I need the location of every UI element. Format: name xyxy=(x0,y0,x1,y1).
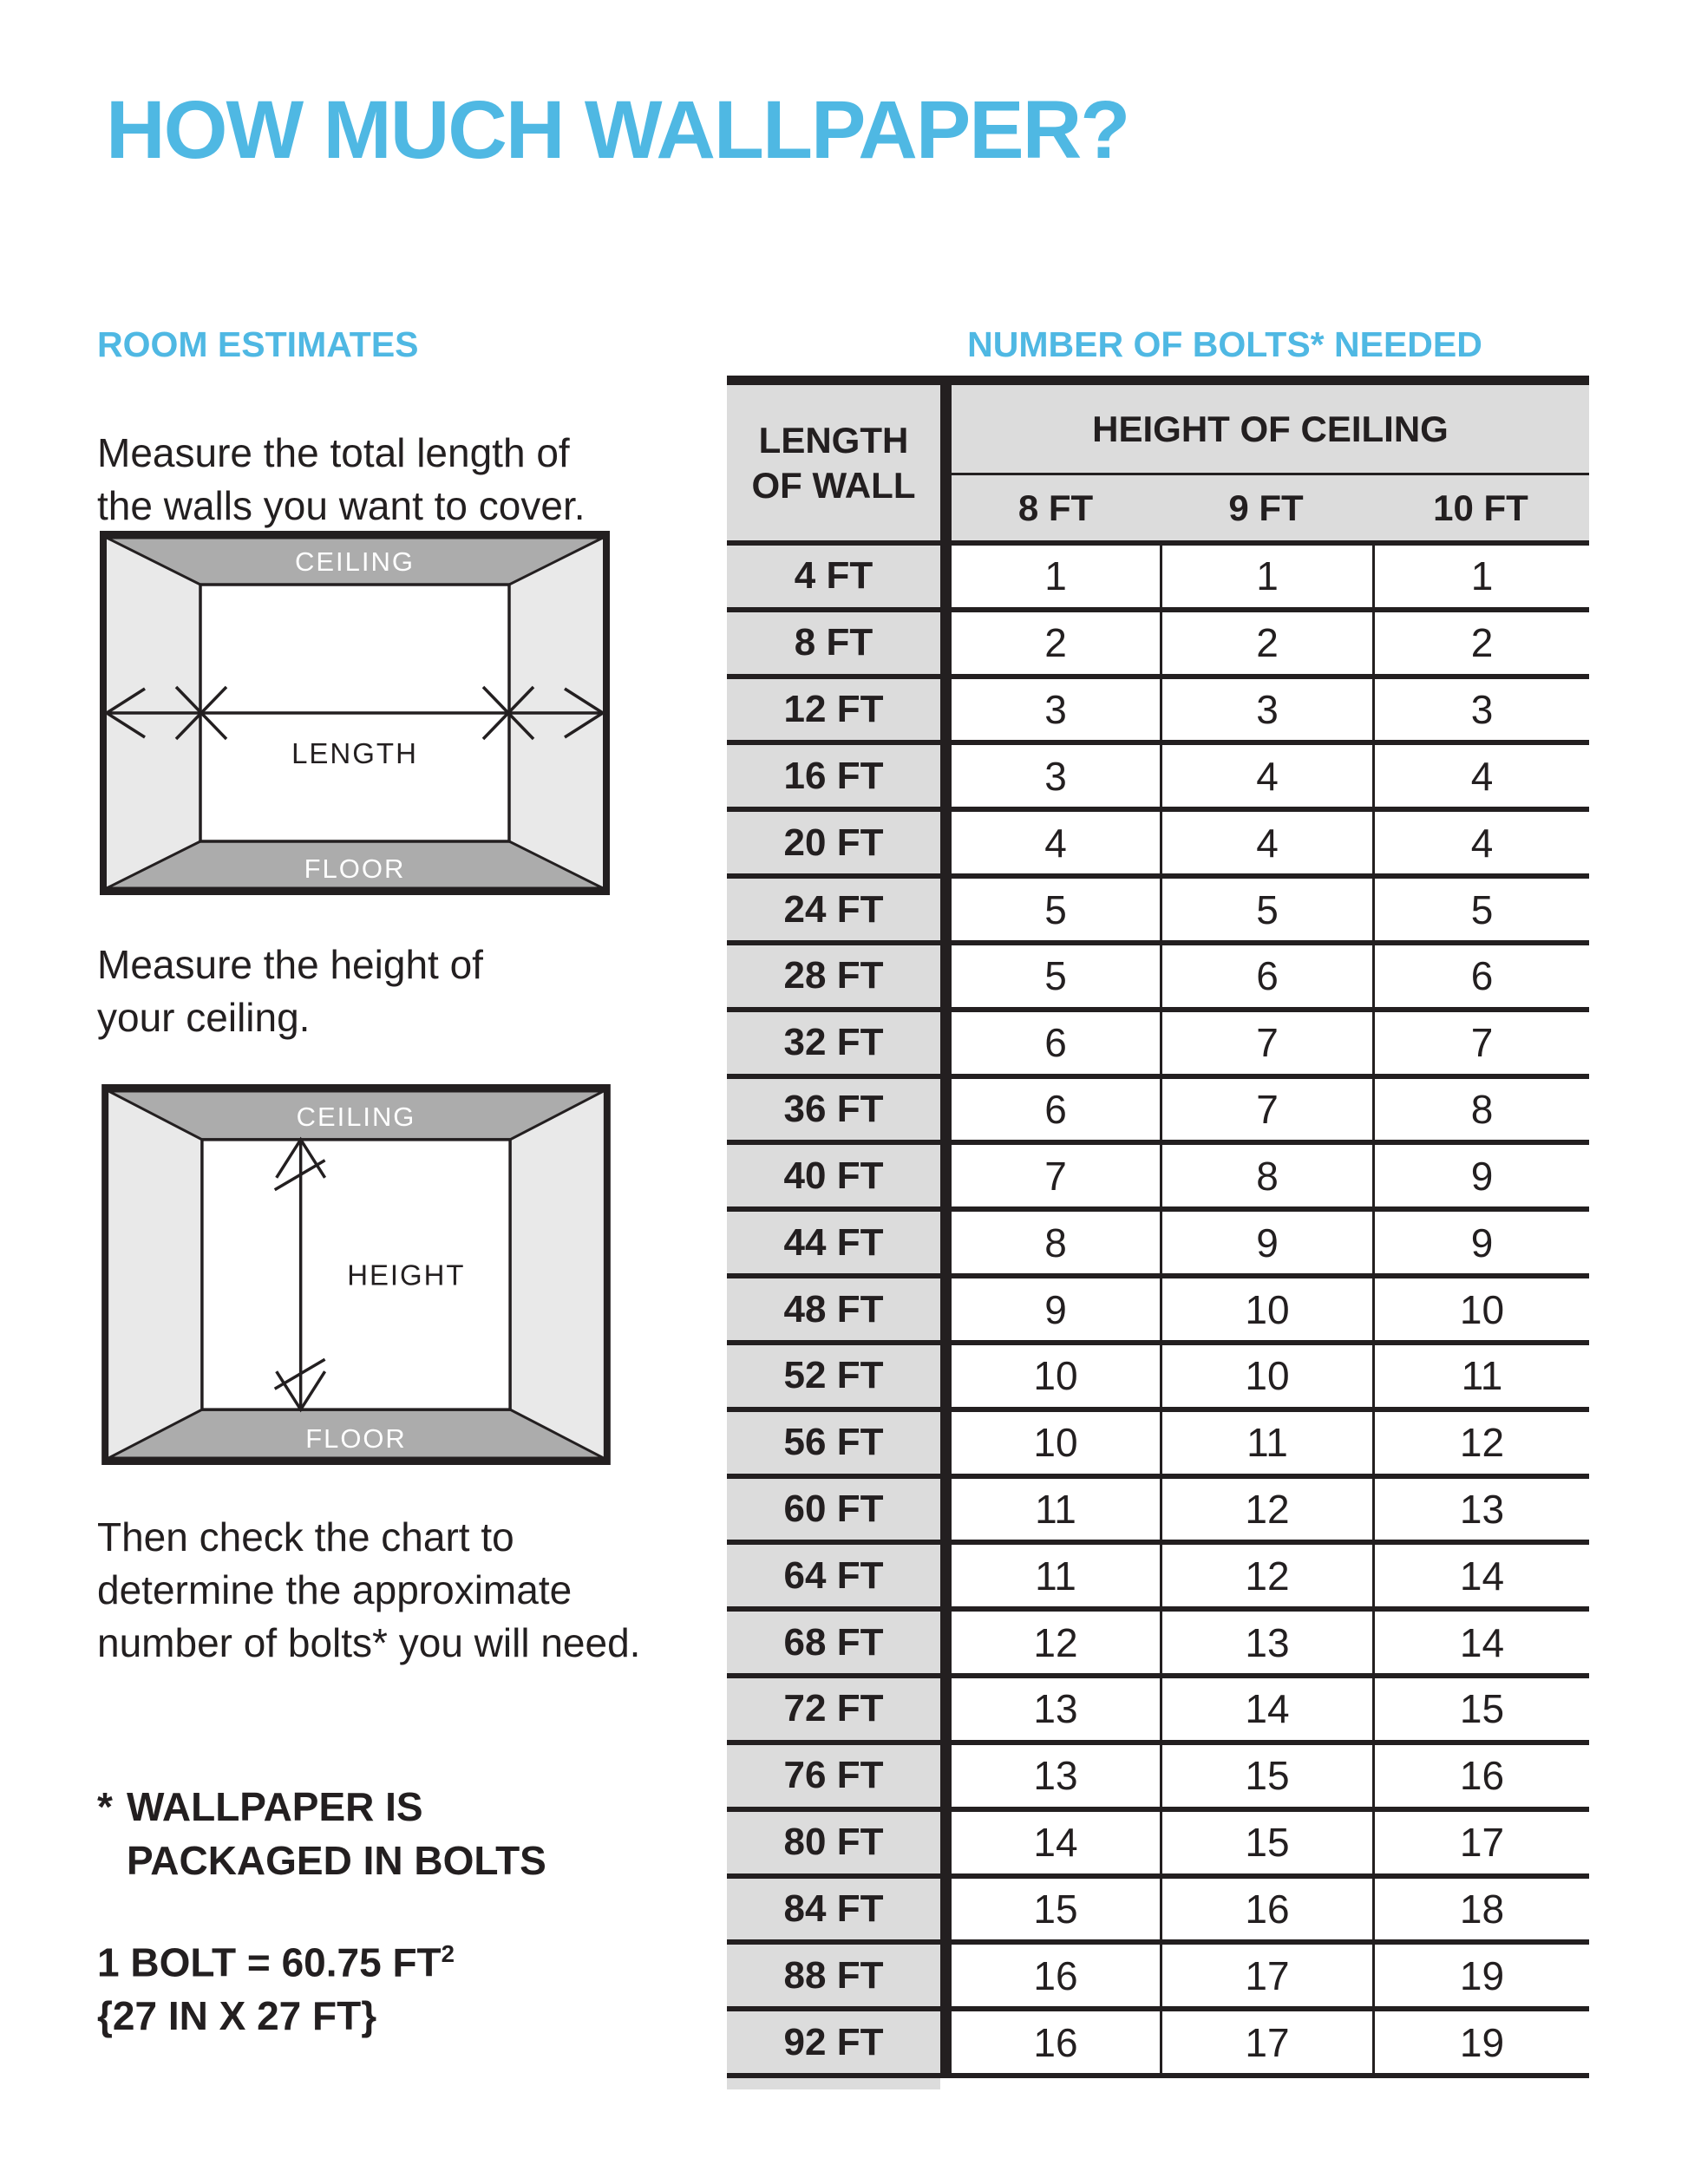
bolt-size-line1: 1 BOLT = 60.75 $FT^2$ xyxy=(97,1939,455,1985)
ceiling-height-columns xyxy=(952,475,1589,540)
measure-height-text xyxy=(97,938,483,1044)
bolt-count-cell: 3 xyxy=(1372,679,1589,741)
bolt-size-line2: {27 IN X 27 FT} xyxy=(97,1993,377,2039)
column-divider xyxy=(940,1479,952,1540)
bolt-count-cell: 5 xyxy=(1160,879,1372,940)
table-row xyxy=(727,1745,1589,1812)
measure-height-line2: your ceiling. xyxy=(97,995,311,1040)
column-divider xyxy=(940,812,952,873)
table-top-bar xyxy=(727,376,1589,385)
bolt-count-cell: 10 xyxy=(1160,1345,1372,1407)
bolt-count-cell: 3 xyxy=(952,679,1160,741)
bolt-count-cell: 13 xyxy=(952,1678,1160,1740)
table-row xyxy=(727,1012,1589,1079)
bolt-count-cell: 8 xyxy=(952,1212,1160,1273)
bolt-count-cell: 7 xyxy=(1372,1012,1589,1074)
bolt-count-cell: 2 xyxy=(1160,612,1372,674)
column-divider xyxy=(940,1145,952,1206)
column-divider xyxy=(940,1945,952,2006)
bolt-count-cell: 9 xyxy=(1160,1212,1372,1273)
wall-length-label: 60 FT xyxy=(727,1479,940,1540)
column-divider xyxy=(940,745,952,807)
table-row xyxy=(727,2011,1589,2078)
bolt-count-cell: 6 xyxy=(952,1012,1160,1074)
wall-length-label: 68 FT xyxy=(727,1612,940,1673)
column-divider xyxy=(940,1278,952,1340)
table-row xyxy=(727,1812,1589,1879)
bolt-count-cell: 9 xyxy=(1372,1145,1589,1206)
bolt-size-info xyxy=(97,1927,455,2043)
measure-height-line1: Measure the height of xyxy=(97,942,483,987)
bolt-count-cell: 4 xyxy=(1372,745,1589,807)
column-divider xyxy=(940,385,952,540)
wall-length-label: 64 FT xyxy=(727,1545,940,1606)
column-divider xyxy=(940,1879,952,1940)
room-diagram-length xyxy=(100,531,610,895)
bolt-count-cell: 13 xyxy=(952,1745,1160,1807)
bolt-count-cell: 6 xyxy=(1160,945,1372,1007)
column-divider xyxy=(940,1079,952,1141)
floor-label: FLOOR xyxy=(304,853,406,884)
bolt-count-cell: 16 xyxy=(952,1945,1160,2006)
bolt-count-cell: 11 xyxy=(1372,1345,1589,1407)
footnote-line2: PACKAGED IN BOLTS xyxy=(127,1838,546,1883)
column-divider xyxy=(940,1545,952,1606)
table-row xyxy=(727,945,1589,1012)
column-divider xyxy=(940,679,952,741)
bolt-count-cell: 12 xyxy=(1160,1479,1372,1540)
measure-length-line1: Measure the total length of xyxy=(97,430,570,475)
table-row xyxy=(727,1345,1589,1412)
bolt-count-cell: 17 xyxy=(1160,1945,1372,2006)
bolt-count-cell: 2 xyxy=(1372,612,1589,674)
col-header-8ft: 8 FT xyxy=(1017,487,1094,528)
length-of-wall-header xyxy=(727,385,940,540)
bolts-needed-heading: NUMBER OF BOLTS* NEEDED xyxy=(967,324,1482,364)
wall-length-label: 84 FT xyxy=(727,1879,940,1940)
column-divider xyxy=(940,1212,952,1273)
length-of-wall-line2: OF WALL xyxy=(751,464,916,506)
check-chart-line2: determine the approximate xyxy=(97,1567,572,1612)
footnote-lines xyxy=(127,1780,546,1887)
column-divider xyxy=(940,1345,952,1407)
column-divider xyxy=(940,945,952,1007)
bolt-count-cell: 5 xyxy=(952,879,1160,940)
wall-length-label: 80 FT xyxy=(727,1812,940,1873)
table-row xyxy=(727,1145,1589,1212)
wall-length-label: 8 FT xyxy=(727,612,940,674)
floor-label: FLOOR xyxy=(305,1423,407,1455)
table-row xyxy=(727,546,1589,612)
bolt-count-cell: 12 xyxy=(952,1612,1160,1673)
bolt-count-cell: 19 xyxy=(1372,1945,1589,2006)
bolt-count-cell: 16 xyxy=(952,2011,1160,2073)
check-chart-text xyxy=(97,1511,640,1670)
table-row xyxy=(727,1879,1589,1945)
table-row xyxy=(727,612,1589,679)
bolt-count-cell: 17 xyxy=(1372,1812,1589,1873)
footnote-asterisk: * xyxy=(97,1784,113,1829)
table-row xyxy=(727,1479,1589,1546)
bolt-count-cell: 7 xyxy=(1160,1012,1372,1074)
wall-length-label: 44 FT xyxy=(727,1212,940,1273)
bolt-count-cell: 15 xyxy=(1160,1812,1372,1873)
table-row xyxy=(727,1079,1589,1146)
col-header-9ft: 9 FT xyxy=(1228,487,1304,528)
wall-length-label: 92 FT xyxy=(727,2011,940,2073)
bolt-count-cell: 7 xyxy=(952,1145,1160,1206)
bolts-table xyxy=(727,376,1589,2078)
bolt-count-cell: 1 xyxy=(1160,546,1372,607)
column-divider xyxy=(940,612,952,674)
bolt-count-cell: 3 xyxy=(952,745,1160,807)
bolt-count-cell: 9 xyxy=(1372,1212,1589,1273)
bolt-count-cell: 14 xyxy=(1372,1545,1589,1606)
table-row xyxy=(727,1945,1589,2011)
table-row xyxy=(727,812,1589,879)
room-diagram-height xyxy=(101,1084,611,1465)
bolt-count-cell: 17 xyxy=(1160,2011,1372,2073)
table-footer-gray-strip xyxy=(727,2078,940,2089)
table-row xyxy=(727,745,1589,812)
bolt-count-cell: 11 xyxy=(952,1479,1160,1540)
column-divider xyxy=(940,2011,952,2073)
wall-length-label: 76 FT xyxy=(727,1745,940,1807)
bolt-count-cell: 12 xyxy=(1372,1412,1589,1474)
bolt-count-cell: 10 xyxy=(952,1345,1160,1407)
ceiling-label: CEILING xyxy=(296,1101,416,1132)
wall-length-label: 12 FT xyxy=(727,679,940,741)
bolt-count-cell: 9 xyxy=(952,1278,1160,1340)
bolt-count-cell: 7 xyxy=(1160,1079,1372,1141)
squared-superscript: 2 xyxy=(441,1940,455,1967)
height-label: HEIGHT xyxy=(347,1259,466,1291)
bolt-count-cell: 4 xyxy=(1160,745,1372,807)
page-title: HOW MUCH WALLPAPER? xyxy=(106,84,1129,176)
bolt-count-cell: 14 xyxy=(1372,1612,1589,1673)
ceiling-height-header-group xyxy=(952,385,1589,540)
check-chart-line1: Then check the chart to xyxy=(97,1514,514,1560)
wall-length-label: 28 FT xyxy=(727,945,940,1007)
wall-length-label: 4 FT xyxy=(727,546,940,607)
wall-length-label: 16 FT xyxy=(727,745,940,807)
table-row xyxy=(727,879,1589,945)
bolt-count-cell: 4 xyxy=(952,812,1160,873)
bolt-count-cell: 1 xyxy=(1372,546,1589,607)
wall-length-label: 32 FT xyxy=(727,1012,940,1074)
height-of-ceiling-header: HEIGHT OF CEILING xyxy=(952,385,1589,475)
table-row xyxy=(727,679,1589,746)
bolt-count-cell: 11 xyxy=(952,1545,1160,1606)
col-header-10ft: 10 FT xyxy=(1433,487,1528,528)
wall-length-label: 56 FT xyxy=(727,1412,940,1474)
wall-length-label: 52 FT xyxy=(727,1345,940,1407)
bolt-count-cell: 16 xyxy=(1372,1745,1589,1807)
room-estimates-heading: ROOM ESTIMATES xyxy=(97,324,419,364)
length-label: LENGTH xyxy=(291,737,418,769)
bolt-count-cell: 13 xyxy=(1160,1612,1372,1673)
bolt-count-cell: 8 xyxy=(1160,1145,1372,1206)
bolt-count-cell: 10 xyxy=(1160,1278,1372,1340)
bolt-count-cell: 10 xyxy=(1372,1278,1589,1340)
bolt-count-cell: 18 xyxy=(1372,1879,1589,1940)
bolt-count-cell: 4 xyxy=(1372,812,1589,873)
column-divider xyxy=(940,879,952,940)
bolts-footnote xyxy=(97,1780,546,1887)
bolt-count-cell: 11 xyxy=(1160,1412,1372,1474)
measure-length-text xyxy=(97,427,586,533)
bolt-count-cell: 13 xyxy=(1372,1479,1589,1540)
table-row xyxy=(727,1278,1589,1345)
wall-length-label: 20 FT xyxy=(727,812,940,873)
bolt-count-cell: 3 xyxy=(1160,679,1372,741)
bolt-count-cell: 15 xyxy=(1160,1745,1372,1807)
bolt-count-cell: 19 xyxy=(1372,2011,1589,2073)
table-row xyxy=(727,1678,1589,1745)
table-header xyxy=(727,385,1589,546)
bolt-count-cell: 14 xyxy=(952,1812,1160,1873)
bolt-count-cell: 15 xyxy=(952,1879,1160,1940)
wall-length-label: 48 FT xyxy=(727,1278,940,1340)
measure-length-line2: the walls you want to cover. xyxy=(97,483,586,528)
wall-length-label: 36 FT xyxy=(727,1079,940,1141)
footnote-line1: WALLPAPER IS xyxy=(127,1784,423,1829)
wall-length-label: 72 FT xyxy=(727,1678,940,1740)
column-divider xyxy=(940,1745,952,1807)
bolt-count-cell: 2 xyxy=(952,612,1160,674)
column-divider xyxy=(940,1412,952,1474)
column-divider xyxy=(940,1812,952,1873)
bolt-count-cell: 5 xyxy=(1372,879,1589,940)
bolt-count-cell: 16 xyxy=(1160,1879,1372,1940)
column-divider xyxy=(940,546,952,607)
bolt-count-cell: 6 xyxy=(952,1079,1160,1141)
table-body xyxy=(727,546,1589,2078)
bolt-count-cell: 10 xyxy=(952,1412,1160,1474)
bolt-count-cell: 8 xyxy=(1372,1079,1589,1141)
column-divider xyxy=(940,1678,952,1740)
column-divider xyxy=(940,1612,952,1673)
wall-length-label: 40 FT xyxy=(727,1145,940,1206)
table-row xyxy=(727,1545,1589,1612)
bolt-count-cell: 6 xyxy=(1372,945,1589,1007)
ceiling-label: CEILING xyxy=(294,546,415,577)
bolt-count-cell: 15 xyxy=(1372,1678,1589,1740)
table-row xyxy=(727,1412,1589,1479)
column-divider xyxy=(940,1012,952,1074)
bolt-count-cell: 14 xyxy=(1160,1678,1372,1740)
bolt-count-cell: 4 xyxy=(1160,812,1372,873)
bolt-count-cell: 12 xyxy=(1160,1545,1372,1606)
table-row xyxy=(727,1612,1589,1678)
wall-length-label: 88 FT xyxy=(727,1945,940,2006)
length-of-wall-line1: LENGTH xyxy=(758,419,909,461)
wall-length-label: 24 FT xyxy=(727,879,940,940)
check-chart-line3: number of bolts* you will need. xyxy=(97,1620,641,1665)
bolt-count-cell: 1 xyxy=(952,546,1160,607)
table-row xyxy=(727,1212,1589,1278)
bolt-count-cell: 5 xyxy=(952,945,1160,1007)
